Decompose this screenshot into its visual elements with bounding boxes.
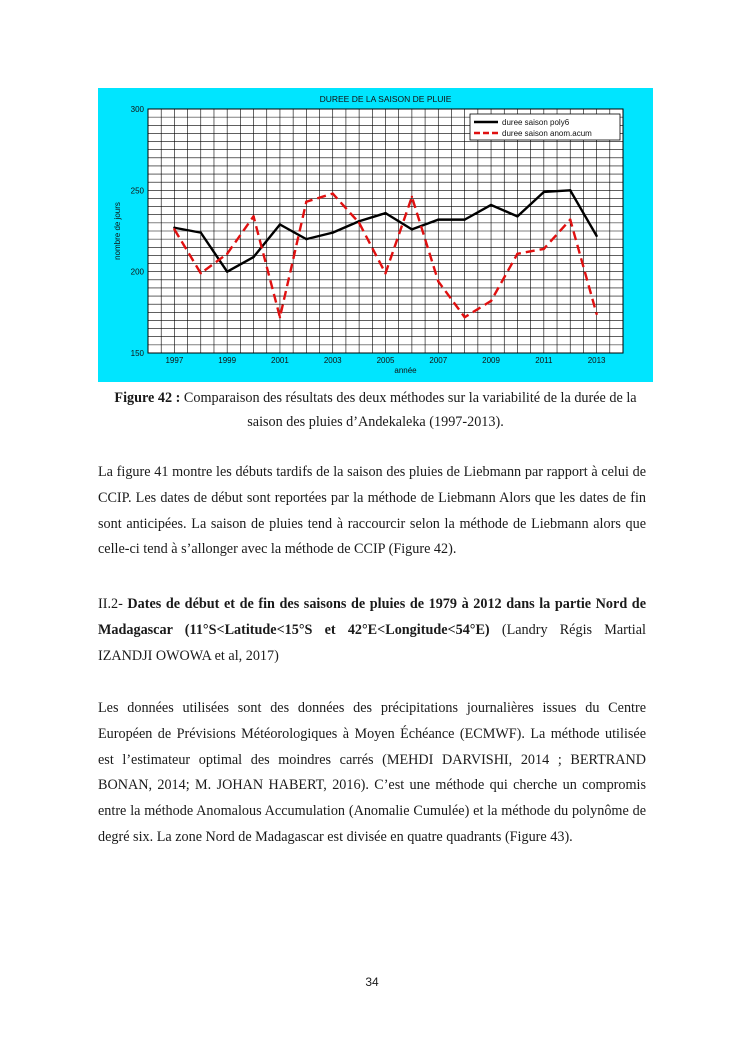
figure-caption-text: Comparaison des résultats des deux méthodes sur la variabilité de la durée de la saison des pluies d’Andekaleka (1997-2013). <box>183 390 637 430</box>
page-number: 34 <box>365 975 379 989</box>
series-2-point <box>200 272 202 274</box>
series-2-point <box>543 248 545 250</box>
x-tick-label: 1997 <box>165 356 184 365</box>
y-tick-label: 150 <box>130 349 144 358</box>
section-heading-paragraph <box>98 592 646 669</box>
series-2-point <box>305 201 307 203</box>
section-title: Dates de début et de fin des saisons de pluies de 1979 à 2012 dans la partie Nord de Madagascar (11°S<Latitude<15°S et 42°E<Longitude<54°E) <box>98 596 646 638</box>
section-reference: (Landry Régis Martial IZANDJI OWOWA et al, 2017) <box>98 621 646 664</box>
series-2-point <box>516 253 518 255</box>
chart-svg <box>98 88 653 382</box>
y-tick-label: 250 <box>130 186 144 196</box>
series-1-point <box>463 218 465 220</box>
series-1-point <box>411 228 413 230</box>
series-2-point <box>279 316 281 318</box>
x-tick-label: 2001 <box>271 356 289 365</box>
x-tick-label: 1999 <box>218 356 237 365</box>
x-tick-label: 2009 <box>482 356 500 365</box>
series-2-point <box>226 253 228 255</box>
series-1-point <box>226 270 228 272</box>
series-1-point <box>595 235 597 237</box>
series-2-point <box>595 313 597 315</box>
series-1-point <box>569 189 571 191</box>
y-tick-label: 300 <box>130 105 144 114</box>
series-1-point <box>516 215 518 217</box>
x-tick-label: 2005 <box>376 356 395 365</box>
series-2-point <box>332 192 334 194</box>
series-1-point <box>490 204 492 206</box>
series-1-point <box>543 191 545 193</box>
series-2-point <box>173 228 175 230</box>
figure-caption <box>98 386 653 434</box>
x-tick-label: 2013 <box>587 356 606 365</box>
paragraph-3: Les données utilisées sont des données des précipitations journalières issues du Centre Européen de Prévisions Météorologiques à Moyen Échéance (ECMWF). La méthode utilisée est l’estimateur optimal des moindres carrés (MEHDI DARVISHI, 2014 ; BERTRAND BONAN, 2014; M. JOHAN HABERT, 2016). C’est une méthode qui cherche un compromis entre la méthode Anomalous Accumulation (Anomalie Cumulée) et la méthode du polynôme de degré six. La zone Nord de Madagascar est divisée en quatre quadrants (Figure 43). <box>98 700 646 845</box>
series-1-point <box>279 223 281 225</box>
series-1-point <box>252 256 254 258</box>
figure-caption-label: Figure 42 : <box>114 390 181 406</box>
x-tick-label: 2003 <box>323 356 342 365</box>
series-2-point <box>384 272 386 274</box>
series-1-point <box>437 218 439 220</box>
series-2-point <box>463 316 465 318</box>
section-number: II.2- <box>98 596 128 612</box>
legend-label-2: duree saison anom.acum <box>502 129 592 138</box>
y-tick-label: 200 <box>130 267 144 277</box>
series-1-point <box>384 212 386 214</box>
x-tick-label: 2011 <box>535 356 553 365</box>
series-2-point <box>490 300 492 302</box>
series-1-point <box>332 231 334 233</box>
legend-label-1: duree saison poly6 <box>502 118 570 127</box>
series-2-point <box>252 215 254 217</box>
series-2-point <box>358 222 360 224</box>
series-2-point <box>411 196 413 198</box>
y-axis-label: nombre de jours <box>113 202 122 260</box>
series-1-point <box>200 231 202 233</box>
x-axis-label: année <box>394 366 417 375</box>
rainy-season-duration-chart <box>98 88 653 382</box>
chart-title: DUREE DE LA SAISON DE PLUIE <box>319 94 452 104</box>
series-1-point <box>305 238 307 240</box>
paragraph-1: La figure 41 montre les débuts tardifs de la saison des pluies de Liebmann par rapport à celui de CCIP. Les dates de début sont reportées par la méthode de Liebmann Alors que les dates de fin sont anticipées. La saison de pluies tend à raccourcir selon la méthode de Liebmann alors que celle-ci tend à s’allonger avec la méthode de CCIP (Figure 42). <box>98 464 646 558</box>
x-tick-label: 2007 <box>429 356 448 365</box>
series-2-point <box>437 280 439 282</box>
series-2-point <box>569 218 571 220</box>
